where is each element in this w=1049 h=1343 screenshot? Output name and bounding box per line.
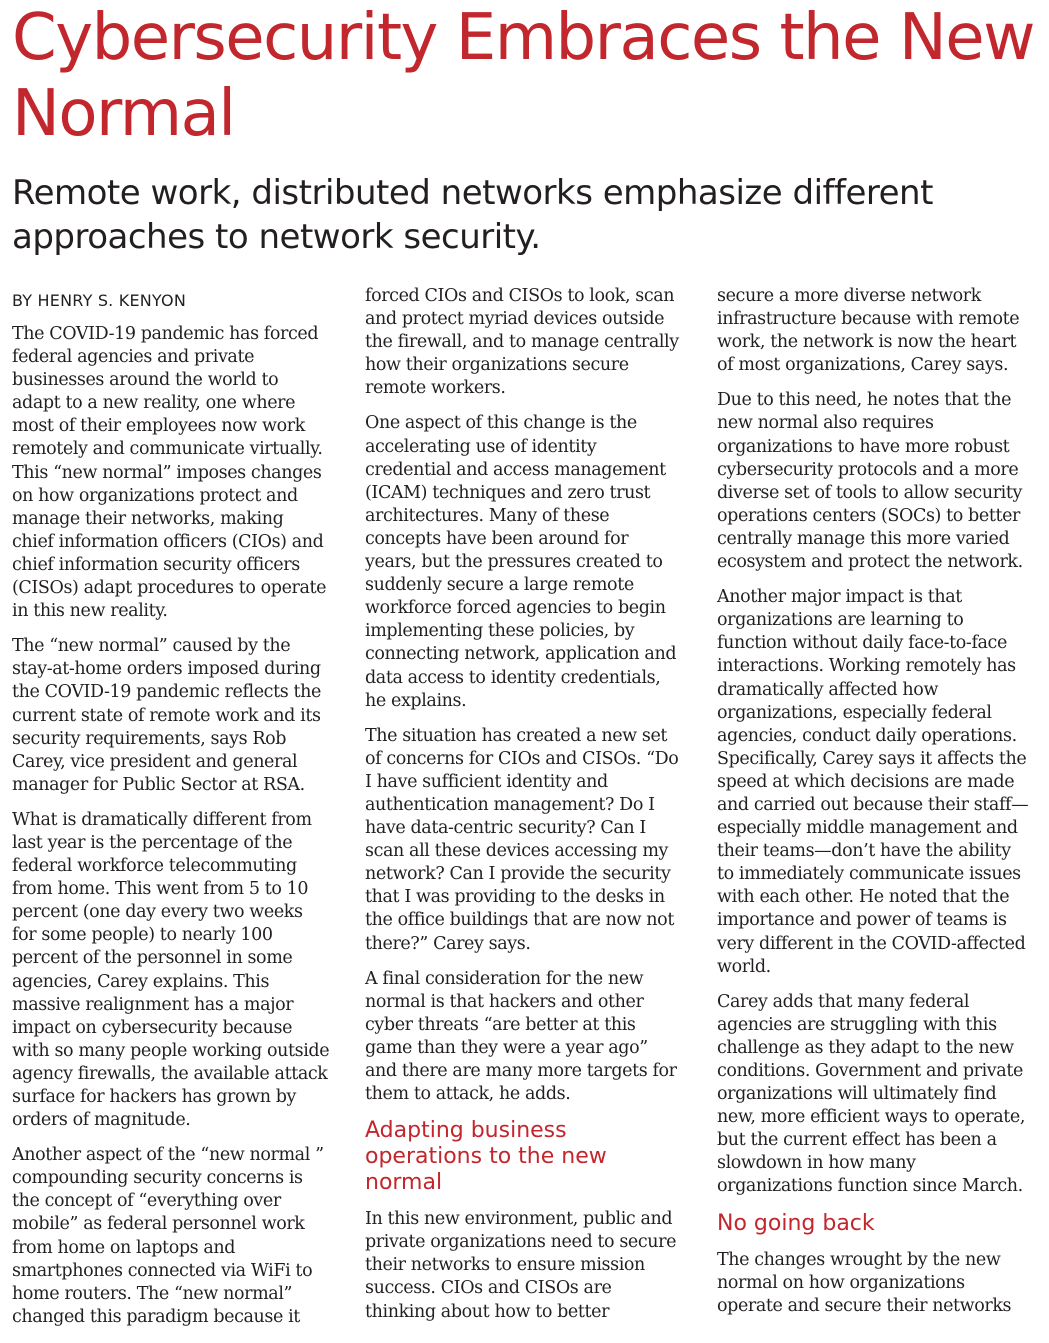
- paragraph: In this new environment, public and private organizations need to secure their networks to ensure mission success. CIOs and CISOs are thinking about how to better: [365, 1209, 677, 1322]
- text-column-1: [12, 289, 330, 1341]
- paragraph: One aspect of this change is the accelerating use of identity credential and access management (ICAM) techniques and zero trust architectures. Many of these concepts have been around for years, but the pressures created to suddenly secure a large remote workforce forced agencies to begin implementing these policies, by connecting network, application and data access to identity credentials, he explains.: [365, 413, 677, 711]
- paragraph: forced CIOs and CISOs to look, scan and protect myriad devices outside the firewall, and to manage centrally how their organizations secure remote workers.: [365, 286, 679, 399]
- text-column-2: [365, 285, 683, 1336]
- article-title: Cybersecurity Embraces the New Normal: [12, 1, 1034, 151]
- section-heading-no-going-back: No going back: [717, 1210, 875, 1236]
- paragraph: Another aspect of the “new normal ” compounding security concerns is the concept of “everything over mobile” as federal personnel work from home on laptops and smartphones connected via WiFi to home routers. The “new normal” changed this paradigm because it: [12, 1145, 324, 1327]
- paragraph: The situation has created a new set of concerns for CIOs and CISOs. “Do I have sufficient identity and authentication management? Do I have data-centric security? Can I scan all these devices accessing my network? Can I provide the security that I was providing to the desks in the office buildings that are now not there?” Carey says.: [365, 725, 679, 954]
- paragraph: A final consideration for the new normal is that hackers and other cyber threats “are better at this game than they were a year ago” and there are many more targets for them to attack, he adds.: [365, 968, 677, 1105]
- paragraph: The COVID-19 pandemic has forced federal agencies and private businesses around the world to adapt to a new reality, one where most of their employees now work remotely and communicate virtually. This “new normal” imposes changes on how organizations protect and manage their networks, making chief information officers (CIOs) and chief information security officers (CISOs) adapt procedures to operate in this new reality.: [12, 324, 327, 622]
- paragraph: Due to this need, he notes that the new normal also requires organizations to have more robust cybersecurity protocols and a more diverse set of tools to allow security operations centers (SOCs) to better centrally manage this more varied ecosystem and protect the network.: [717, 390, 1023, 573]
- section-heading-adapting: Adapting business operations to the new normal: [365, 1118, 607, 1196]
- paragraph: Carey adds that many federal agencies are struggling with this challenge as they adapt to the new conditions. Government and private organizations will ultimately find new, more efficient ways to operate, but the current effect has been a slowdown in how many organizations function since March.: [717, 991, 1026, 1197]
- paragraph: The changes wrought by the new normal on how organizations operate and secure their networks: [717, 1249, 1012, 1316]
- paragraph: The “new normal” caused by the stay-at-home orders imposed during the COVID-19 pandemic reflects the current state of remote work and its security requirements, says Rob Carey, vice president and general manager for Public Sector at RSA.: [12, 636, 321, 795]
- article-subtitle: Remote work, distributed networks emphasize different approaches to network security.: [12, 173, 933, 257]
- paragraph: secure a more diverse network infrastructure because with remote work, the network is now the heart of most organizations, Carey says.: [717, 286, 1020, 376]
- paragraph: What is dramatically different from last year is the percentage of the federal workforce telecommuting from home. This went from 5 to 10 percent (one day every two weeks for some people) to nearly 100 percent of the personnel in some agencies, Carey explains. This massive realignment has a major impact on cybersecurity because with so many people working outside agency firewalls, the available attack surface for hackers has grown by orders of magnitude.: [12, 809, 330, 1131]
- text-column-3: [717, 285, 1029, 1330]
- paragraph: Another major impact is that organizations are learning to function without daily face-to-face interactions. Working remotely has dramatically affected how organizations, especially federal agencies, conduct daily operations. Specifically, Carey says it affects the speed at which decisions are made and carried out because their staff—especially middle management and their teams—don’t have the ability to immediately communicate issues with each other. He noted that the importance and power of teams is very different in the COVID-affected world.: [717, 587, 1029, 977]
- byline: BY HENRY S. KENYON: [12, 291, 186, 310]
